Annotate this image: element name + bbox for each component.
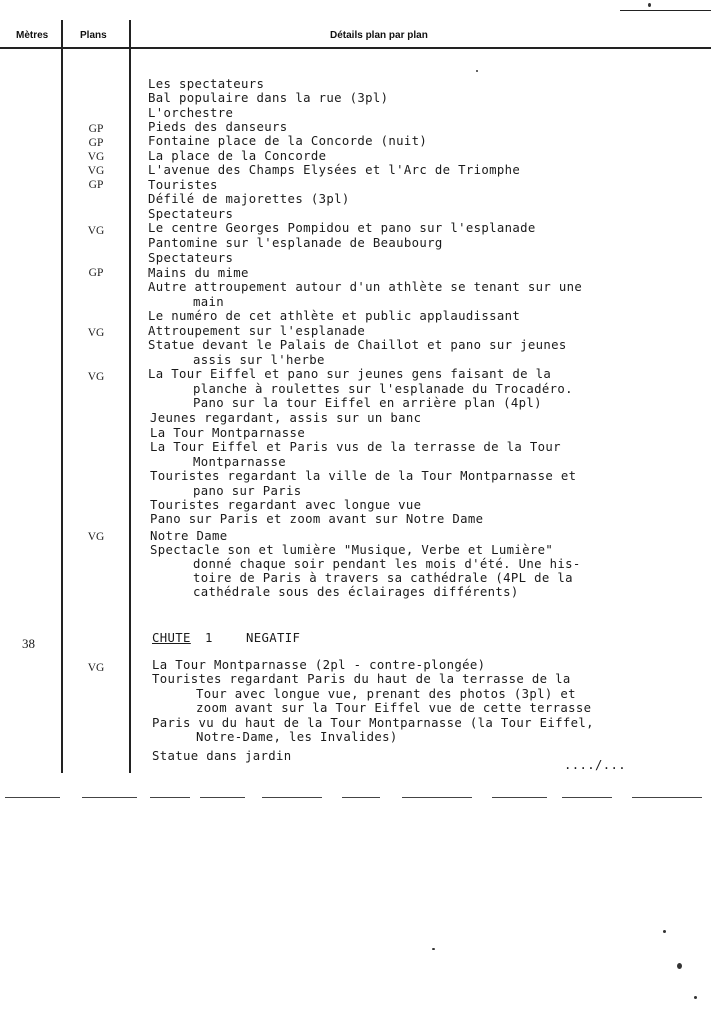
plan-code: VG: [87, 662, 105, 674]
detail-line: toire de Paris à travers sa cathédrale (4PL de la: [193, 571, 573, 585]
footer-rule: [5, 797, 60, 798]
detail-line: L'avenue des Champs Elysées et l'Arc de Triomphe: [148, 163, 521, 177]
header-plans: Plans: [80, 30, 107, 41]
footer-rule: [150, 797, 190, 798]
detail-line: Touristes: [148, 178, 218, 192]
plan-code: GP: [88, 123, 104, 135]
detail-line: pano sur Paris: [193, 484, 302, 498]
footer-rule: [632, 797, 702, 798]
plan-code: GP: [88, 179, 104, 191]
detail-line: La place de la Concorde: [148, 149, 327, 163]
detail-line: Spectacle son et lumière "Musique, Verbe et Lumière": [150, 543, 554, 557]
detail-line: Défilé de majorettes (3pl): [148, 192, 350, 206]
metres-value: 38: [22, 636, 35, 651]
scan-speck: [677, 963, 682, 969]
footer-rule: [402, 797, 472, 798]
detail-line: Tour avec longue vue, prenant des photos (3pl) et: [196, 687, 576, 701]
detail-line: Touristes regardant Paris du haut de la terrasse de la: [152, 672, 571, 686]
detail-line: Statue dans jardin: [152, 749, 292, 763]
detail-line: Notre-Dame, les Invalides): [196, 730, 398, 744]
footer-rule: [200, 797, 245, 798]
column-rule-2: [129, 20, 131, 773]
plan-code: VG: [87, 327, 105, 339]
detail-line: Pano sur la tour Eiffel en arrière plan (4pl): [193, 396, 542, 410]
detail-line: Fontaine place de la Concorde (nuit): [148, 134, 428, 148]
detail-line: cathédrale sous des éclairages différents): [193, 585, 519, 599]
column-rule-1: [61, 20, 63, 773]
detail-line: Statue devant le Palais de Chaillot et pano sur jeunes: [148, 338, 567, 352]
detail-line: Le numéro de cet athlète et public applaudissant: [148, 309, 521, 323]
detail-line: La Tour Montparnasse: [150, 426, 306, 440]
detail-line: Bal populaire dans la rue (3pl): [148, 91, 389, 105]
detail-line: La Tour Eiffel et Paris vus de la terrasse de la Tour: [150, 440, 561, 454]
detail-line: zoom avant sur la Tour Eiffel vue de cette terrasse: [196, 701, 592, 715]
header-metres: Mètres: [16, 30, 49, 41]
scan-speck: [432, 948, 435, 950]
detail-line: La Tour Montparnasse (2pl - contre-plongée): [152, 658, 486, 672]
detail-line: Paris vu du haut de la Tour Montparnasse (la Tour Eiffel,: [152, 716, 594, 730]
detail-line: Autre attroupement autour d'un athlète se tenant sur une: [148, 280, 583, 294]
detail-line: Les spectateurs: [148, 77, 265, 91]
plan-code: VG: [87, 165, 105, 177]
chute-status: NEGATIF: [246, 631, 301, 645]
plan-code: VG: [87, 371, 105, 383]
footer-rule: [562, 797, 612, 798]
plan-code: GP: [88, 267, 104, 279]
detail-line: Spectateurs: [148, 251, 234, 265]
plan-code: VG: [87, 225, 105, 237]
detail-line: Spectateurs: [148, 207, 234, 221]
footer-rule: [342, 797, 380, 798]
header-details: Détails plan par plan: [330, 30, 428, 41]
detail-line: Notre Dame: [150, 529, 228, 543]
detail-line: Touristes regardant la ville de la Tour Montparnasse et: [150, 469, 577, 483]
footer-rule: [82, 797, 137, 798]
detail-line: donné chaque soir pendant les mois d'été. Une his-: [193, 557, 581, 571]
plan-code: VG: [87, 151, 105, 163]
continuation-mark: ..../...: [564, 758, 627, 772]
detail-line: Pantomine sur l'esplanade de Beaubourg: [148, 236, 443, 250]
detail-line: assis sur l'herbe: [193, 353, 325, 367]
detail-line: Jeunes regardant, assis sur un banc: [150, 411, 422, 425]
scan-speck: [694, 996, 697, 999]
detail-line: Touristes regardant avec longue vue: [150, 498, 422, 512]
chute-label: CHUTE: [152, 631, 191, 645]
detail-line: main: [193, 295, 225, 309]
footer-rule: [262, 797, 322, 798]
detail-line: Le centre Georges Pompidou et pano sur l'esplanade: [148, 221, 536, 235]
detail-line: Pano sur Paris et zoom avant sur Notre Dame: [150, 512, 484, 526]
detail-line: Pieds des danseurs: [148, 120, 288, 134]
scan-speck: [476, 70, 478, 72]
detail-line: Montparnasse: [193, 455, 287, 469]
scan-speck: [663, 930, 666, 933]
top-rule: [620, 10, 711, 11]
plan-code: GP: [88, 137, 104, 149]
scan-speck: [648, 3, 651, 7]
header-rule: [0, 47, 711, 49]
detail-line: La Tour Eiffel et pano sur jeunes gens faisant de la: [148, 367, 552, 381]
chute-number: 1: [205, 631, 213, 645]
detail-line: planche à roulettes sur l'esplanade du Trocadéro.: [193, 382, 573, 396]
footer-rule: [492, 797, 547, 798]
plan-code: VG: [87, 531, 105, 543]
detail-line: L'orchestre: [148, 106, 234, 120]
detail-line: Attroupement sur l'esplanade: [148, 324, 366, 338]
detail-line: Mains du mime: [148, 266, 249, 280]
